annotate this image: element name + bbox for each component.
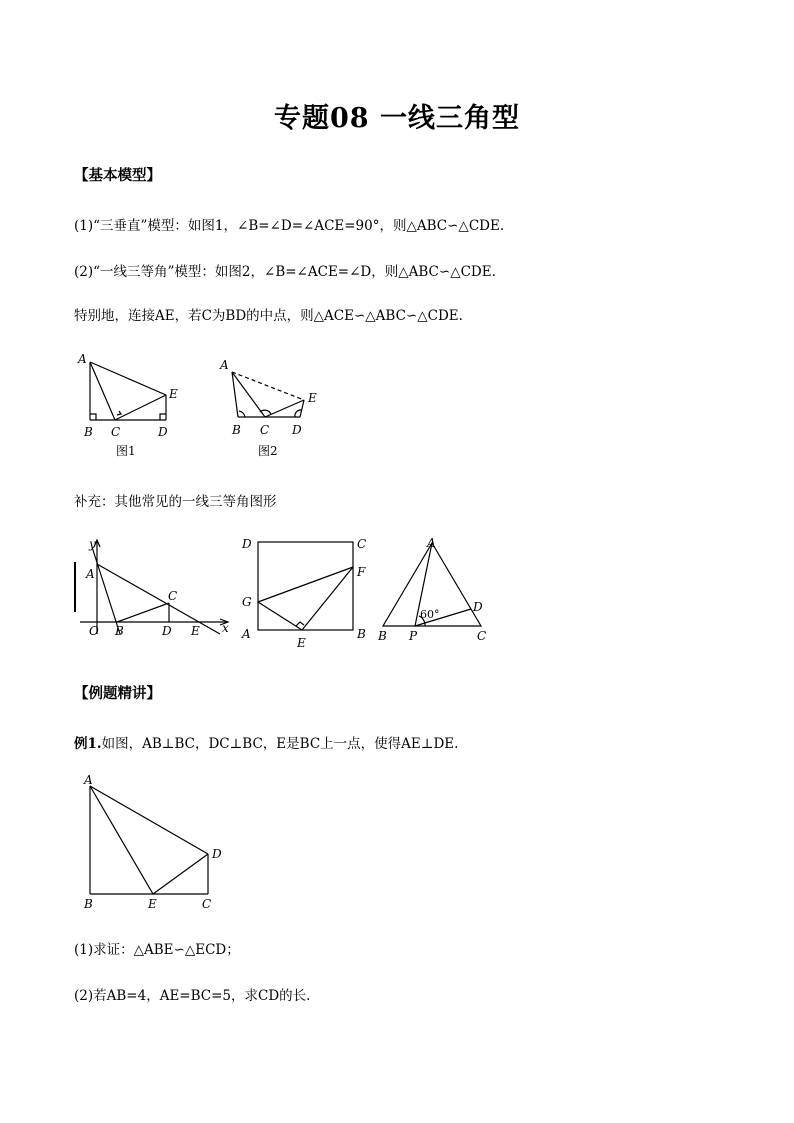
fig1-right-angle-b xyxy=(90,414,96,420)
basic-line-1: (1)“三垂直”模型：如图1，∠B=∠D=∠ACE=90°，则△ABC∽△CDE. xyxy=(74,218,505,234)
fig4-label-a: A xyxy=(242,627,251,641)
fig3-line-ab xyxy=(92,547,120,634)
basic-line-3: 特别地，连接AE，若C为BD的中点，则△ACE∽△ABC∽△CDE. xyxy=(74,308,463,324)
fig2-label-d: D xyxy=(292,423,302,437)
fig1-segment-ae xyxy=(90,362,166,395)
fig3-label-b: B xyxy=(115,624,124,638)
figure-6 xyxy=(78,770,238,915)
fig3-segment-bc xyxy=(117,603,169,622)
fig6-segment-ad xyxy=(90,786,208,854)
fig3-label-a: A xyxy=(86,567,95,581)
fig3-label-o: O xyxy=(89,624,99,638)
fig1-label-d: D xyxy=(158,425,168,439)
example1-question-2: (2)若AB=4，AE=BC=5，求CD的长. xyxy=(74,988,311,1004)
example1-question-1: (1)求证：△ABE∽△ECD； xyxy=(74,942,240,958)
fig3-label-x: x xyxy=(222,621,229,635)
fig1-segment-ce xyxy=(115,395,166,420)
fig2-segment-ce xyxy=(265,400,304,417)
fig3-label-e: E xyxy=(191,624,200,638)
example1-prefix: 例1. xyxy=(74,736,102,752)
fig2-segment-de xyxy=(300,400,304,417)
fig4-label-f: F xyxy=(357,565,366,579)
fig2-label-e: E xyxy=(308,391,317,405)
fig4-square xyxy=(258,542,353,630)
fig4-label-c: C xyxy=(357,537,367,551)
fig2-angle-b xyxy=(239,411,245,417)
fig2-label-b: B xyxy=(232,423,241,437)
fig5-label-d: D xyxy=(473,600,483,614)
fig1-label-e: E xyxy=(169,387,178,401)
fig6-label-b: B xyxy=(84,897,93,911)
example1-text xyxy=(74,732,458,752)
fig3-label-c: C xyxy=(168,589,178,603)
fig3-label-d: D xyxy=(162,624,172,638)
fig5-angle-label: 60° xyxy=(420,608,440,621)
fig1-caption: 图1 xyxy=(116,444,136,458)
section-basic-model: 【基本模型】 xyxy=(74,168,161,184)
fig1-label-a: A xyxy=(78,352,87,366)
supplement-text: 补充：其他常见的一线三等角图形 xyxy=(74,494,277,510)
fig2-label-c: C xyxy=(260,423,270,437)
fig4-segment-ge xyxy=(258,602,302,630)
fig6-segment-ae xyxy=(90,786,153,894)
fig5-label-p: P xyxy=(409,629,418,643)
figure-3 xyxy=(72,534,237,644)
fig5-label-b: B xyxy=(378,629,387,643)
fig3-label-y: y xyxy=(89,537,96,551)
fig5-label-c: C xyxy=(477,629,487,643)
example1-statement: 如图，AB⊥BC，DC⊥BC，E是BC上一点，使得AE⊥DE. xyxy=(101,736,459,752)
fig5-label-a: A xyxy=(427,536,436,550)
basic-line-2: (2)“一线三等角”模型：如图2，∠B=∠ACE=∠D，则△ABC∽△CDE. xyxy=(74,264,496,280)
fig6-label-e: E xyxy=(148,897,157,911)
fig4-right-angle-e xyxy=(296,622,304,626)
fig2-caption: 图2 xyxy=(258,444,278,458)
fig1-label-c: C xyxy=(111,425,121,439)
fig4-label-b: B xyxy=(357,627,366,641)
fig6-label-d: D xyxy=(212,847,222,861)
fig6-label-c: C xyxy=(202,897,212,911)
figure-4 xyxy=(240,534,375,652)
fig1-label-b: B xyxy=(84,425,93,439)
fig4-label-e: E xyxy=(297,636,306,650)
fig1-right-angle-d xyxy=(160,414,166,420)
fig1-right-angle-c xyxy=(117,411,121,415)
fig6-label-a: A xyxy=(84,773,93,787)
figure-5 xyxy=(375,534,495,646)
page-title: 专题08 一线三角型 xyxy=(274,103,520,134)
fig6-segment-ed xyxy=(153,854,208,894)
fig4-label-d: D xyxy=(242,537,252,551)
fig3-spacer xyxy=(110,540,115,626)
section-examples: 【例题精讲】 xyxy=(74,686,161,702)
fig2-label-a: A xyxy=(220,358,229,372)
fig4-label-g: G xyxy=(242,595,252,609)
